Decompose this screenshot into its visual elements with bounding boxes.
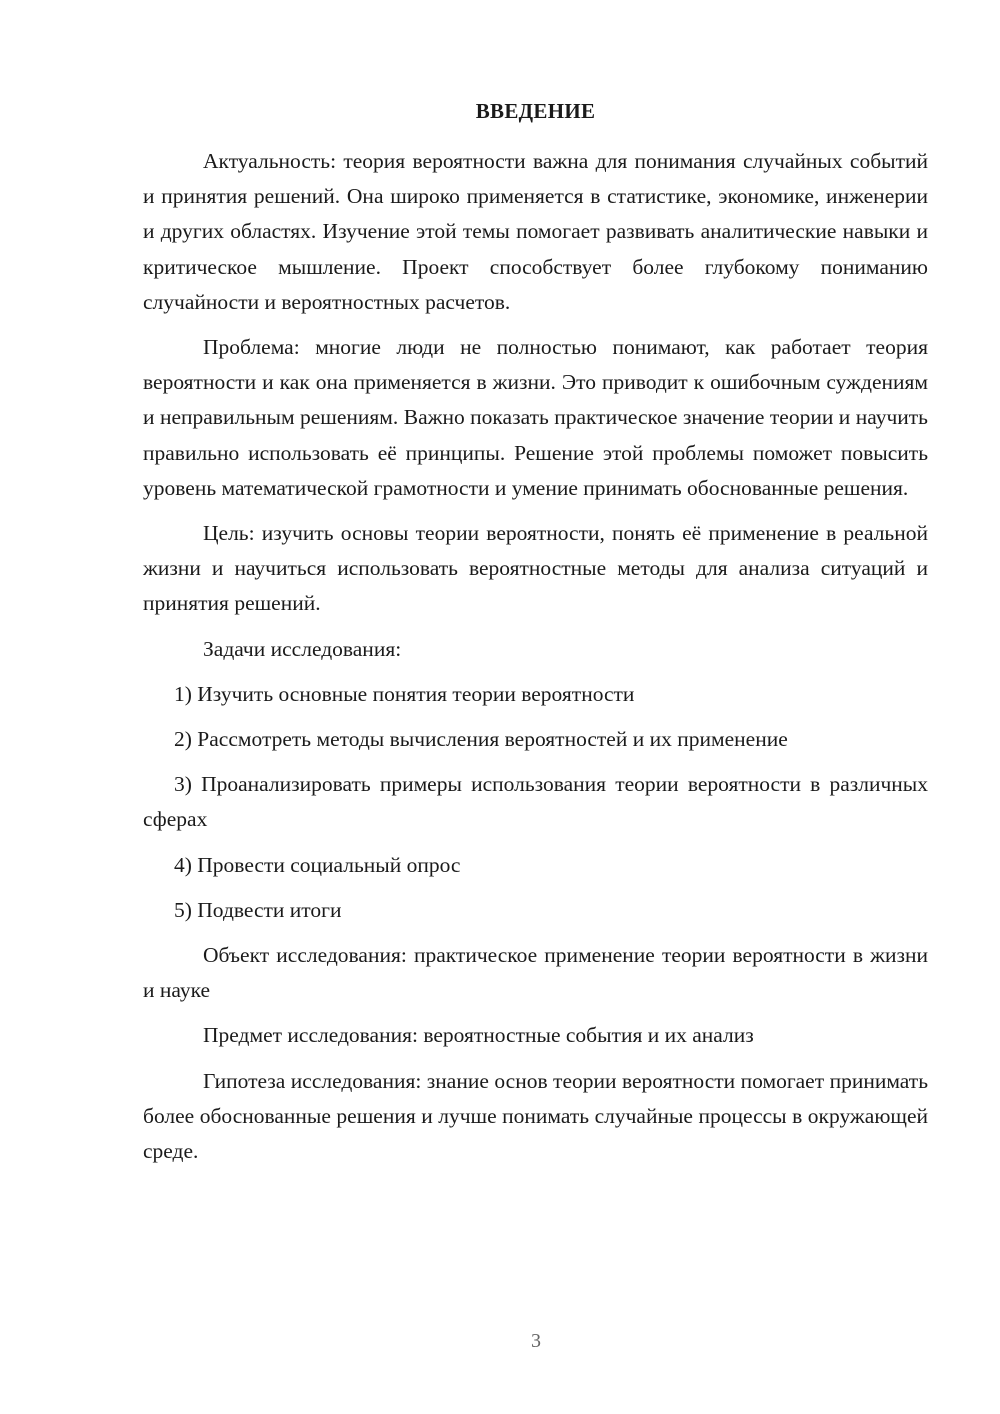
tasks-heading: Задачи исследования: — [203, 636, 402, 661]
paragraph-hypothesis: Гипотеза исследования: знание основ теории вероятности помогает принимать более обоснованные решения и лучше понимать случайные процессы в окружающей среде. — [143, 1068, 928, 1164]
paragraph-subject: Предмет исследования: вероятностные события и их анализ — [203, 1023, 754, 1048]
page-number: 3 — [531, 1330, 541, 1352]
task-item: 3) Проанализировать примеры использования теории вероятности в различных сферах — [143, 772, 928, 832]
task-item: 4) Провести социальный опрос — [174, 852, 461, 877]
task-item: 2) Рассмотреть методы вычисления вероятностей и их применение — [174, 727, 788, 752]
paragraph-object: Объект исследования: практическое применение теории вероятности в жизни и науке — [143, 943, 928, 1003]
document-title: ВВЕДЕНИЕ — [475, 99, 596, 123]
paragraph-relevance: Актуальность: теория вероятности важна для понимания случайных событий и принятия решений. Она широко применяется в статистике, экономике, инженерии и других областях. Изучение этой темы помогает развивать аналитические навыки и критическое мышление. Проект способствует более глубокому пониманию случайности и вероятностных расчетов. — [143, 149, 928, 314]
task-item: 5) Подвести итоги — [174, 897, 342, 922]
paragraph-goal: Цель: изучить основы теории вероятности, понять её применение в реальной жизни и научиться использовать вероятностные методы для анализа ситуаций и принятия решений. — [143, 521, 928, 616]
task-item: 1) Изучить основные понятия теории вероятности — [174, 681, 635, 706]
paragraph-problem: Проблема: многие люди не полностью понимают, как работает теория вероятности и как она применяется в жизни. Это приводит к ошибочным суждениям и неправильным решениям. Важно показать практическое значение теории и научить правильно использовать её принципы. Решение этой проблемы поможет повысить уровень математической грамотности и умение принимать обоснованные решения. — [143, 335, 928, 500]
document-page — [143, 96, 928, 1179]
